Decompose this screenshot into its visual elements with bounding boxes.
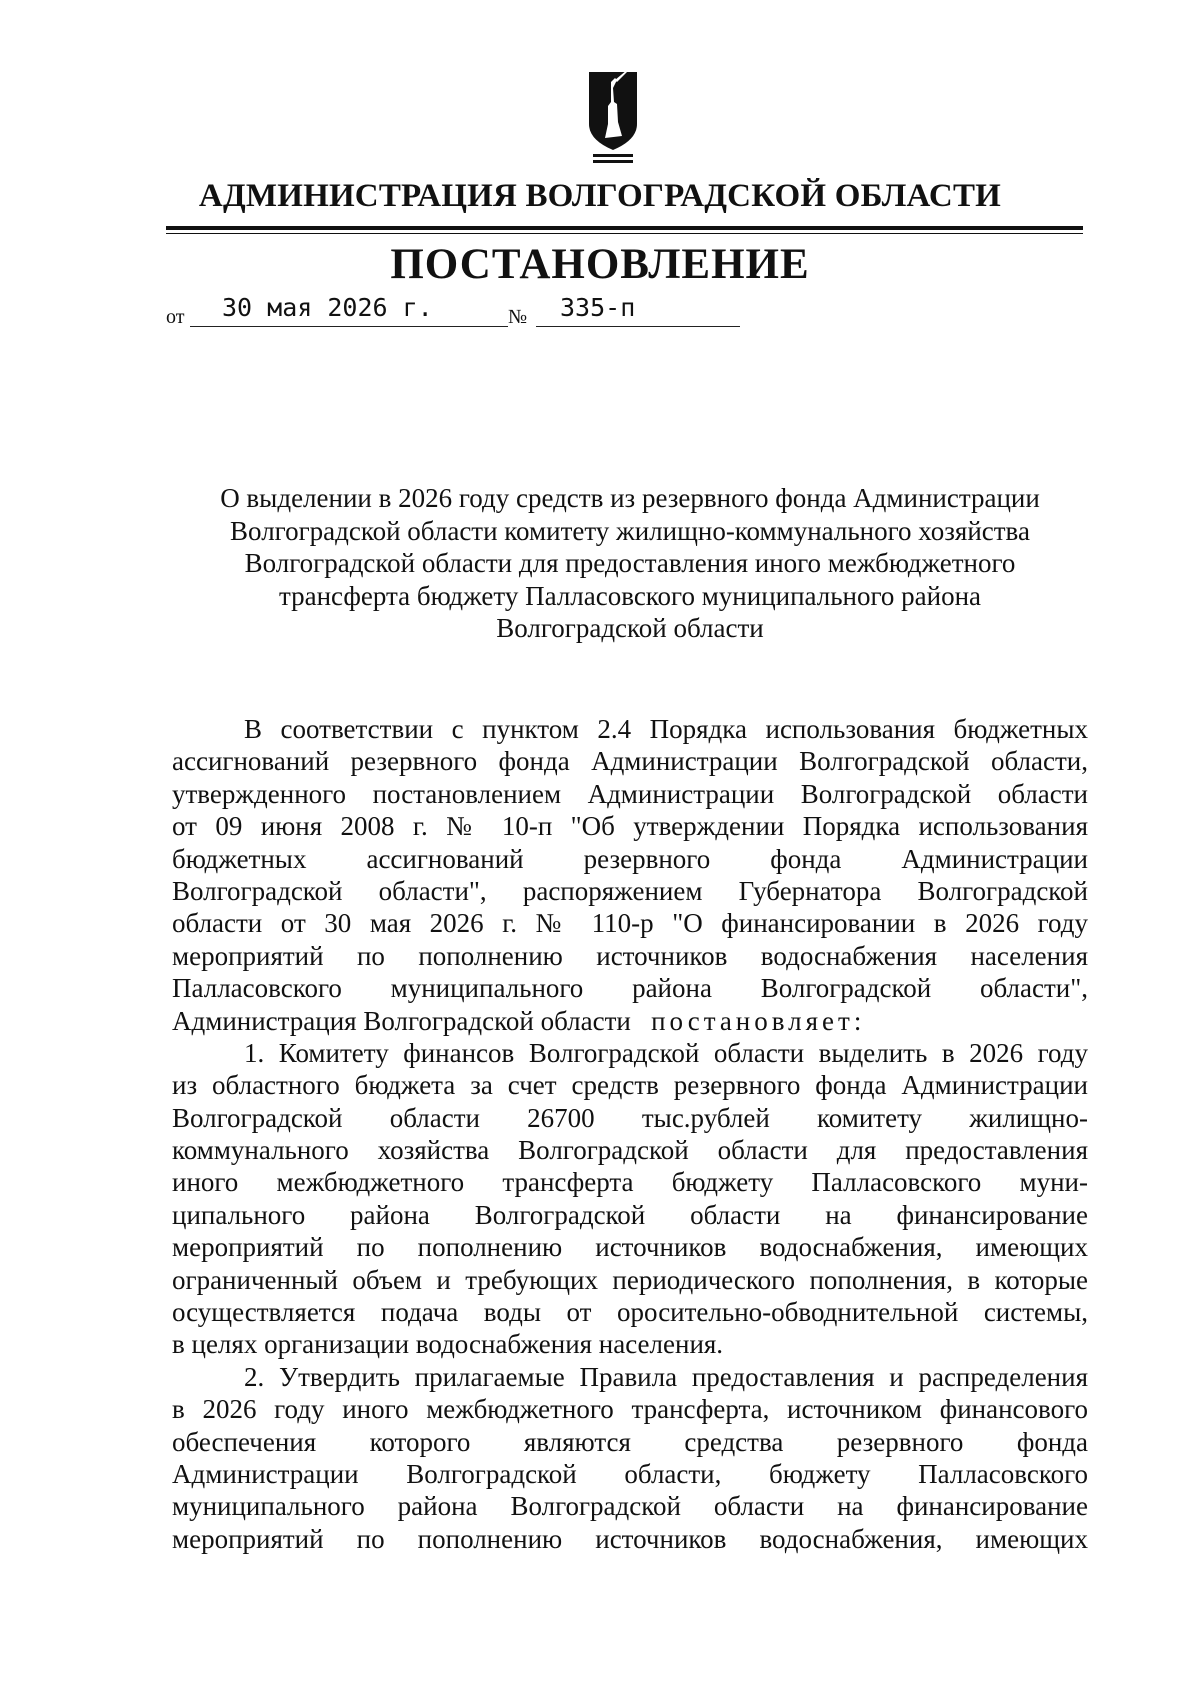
document-type: ПОСТАНОВЛЕНИЕ (390, 241, 810, 288)
item1-line: осуществляется подача воды от оросительно-обводнительной системы, (172, 1297, 1088, 1328)
item2-line: Администрации Волгоградской области, бюджету Палласовского (172, 1458, 1088, 1489)
date-underline (190, 326, 508, 327)
preamble-line: бюджетных ассигнований резервного фонда Администрации (172, 843, 1088, 874)
date-value: 30 мая 2026 г. (222, 293, 433, 322)
header-rule-thick (166, 226, 1083, 230)
document-body (172, 713, 1088, 1555)
item1-line: из областного бюджета за счет средств резервного фонда Администрации (172, 1070, 1088, 1101)
subject-line: Волгоградской области для предоставления иного межбюджетного (244, 548, 1016, 579)
number-value: 335-п (560, 293, 636, 322)
preamble-line: В соответствии с пунктом 2.4 Порядка использования бюджетных (244, 714, 1088, 744)
preamble-authority: Администрация Волгоградской области (172, 1005, 631, 1036)
preamble-line: Палласовского муниципального района Волгоградской области", (172, 973, 1088, 1004)
subject-line: трансферта бюджету Палласовского муниципального района (278, 580, 982, 611)
document-subject (170, 482, 1090, 645)
preamble-line: мероприятий по пополнению источников водоснабжения населения (172, 940, 1088, 971)
subject-line: О выделении в 2026 году средств из резервного фонда Администрации (220, 483, 1040, 513)
resolves-word: постановляет: (651, 1005, 866, 1036)
item1-line: Волгоградской области 26700 тыс.рублей комитету жилищно- (172, 1102, 1088, 1133)
preamble-line: области от 30 мая 2026 г. № 110-р "О финансировании в 2026 году (172, 908, 1088, 939)
item1-line: иного межбюджетного трансферта бюджету Палласовского муни- (172, 1167, 1088, 1198)
preamble-line: от 09 июня 2008 г. № 10-п "Об утверждении Порядка использования (172, 811, 1088, 842)
item2-line: в 2026 году иного межбюджетного трансферта, источником финансового (172, 1394, 1088, 1425)
item2-line: 2. Утвердить прилагаемые Правила предоставления и распределения (244, 1361, 1088, 1392)
preamble-line: утвержденного постановлением Администрации Волгоградской области (172, 778, 1088, 809)
item1-line: 1. Комитету финансов Волгоградской области выделить в 2026 году (244, 1037, 1088, 1068)
volgograd-coat-of-arms-icon (587, 68, 639, 168)
number-underline (536, 326, 740, 327)
item1-line: в целях организации водоснабжения населения. (172, 1329, 724, 1360)
item1-line: ограниченный объем и требующих периодического пополнения, в которые (172, 1264, 1088, 1295)
subject-line: Волгоградской области (496, 613, 764, 644)
item1-line: коммунального хозяйства Волгоградской области для предоставления (172, 1135, 1088, 1166)
item1-line: ципального района Волгоградской области на финансирование (172, 1199, 1088, 1230)
organization-name: АДМИНИСТРАЦИЯ ВОЛГОГРАДСКОЙ ОБЛАСТИ (198, 178, 1002, 214)
date-label: от (166, 306, 185, 328)
preamble-last-line (172, 1005, 1088, 1037)
item2-line: муниципального района Волгоградской области на финансирование (172, 1491, 1088, 1522)
item2-line: обеспечения которого являются средства резервного фонда (172, 1426, 1088, 1457)
preamble-line: Волгоградской области", распоряжением Губернатора Волгоградской (172, 875, 1088, 906)
header-rule-thin (166, 233, 1083, 234)
subject-line: Волгоградской области комитету жилищно-коммунального хозяйства (230, 515, 1030, 546)
number-label: № (508, 306, 528, 328)
item2-line: мероприятий по пополнению источников водоснабжения, имеющих (172, 1523, 1088, 1554)
preamble-line: ассигнований резервного фонда Администрации Волгоградской области, (172, 746, 1088, 777)
item1-line: мероприятий по пополнению источников водоснабжения, имеющих (172, 1232, 1088, 1263)
